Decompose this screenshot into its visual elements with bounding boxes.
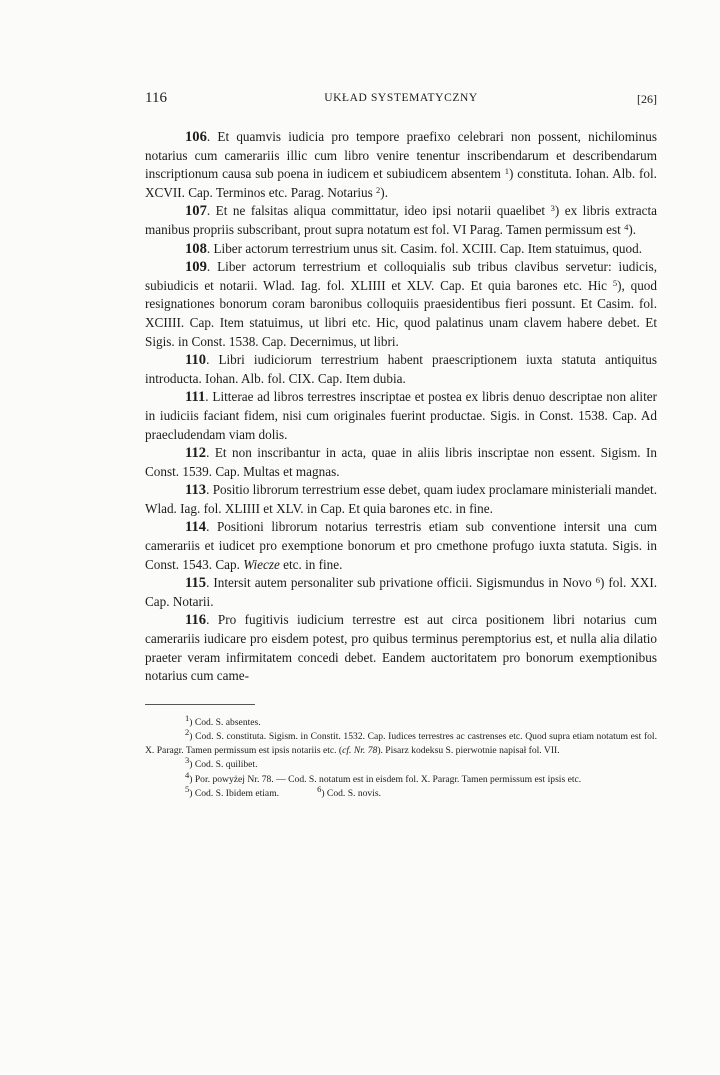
paragraph (145, 388, 657, 444)
paragraph-number: 108 (185, 240, 207, 257)
text-run: etc. in fine. (279, 556, 343, 572)
section-mark: [26] (637, 92, 657, 106)
text-run: . Et ne falsitas aliqua committatur, ideo ipsi notarii quaelibet (206, 203, 551, 219)
running-header (145, 90, 657, 112)
text-run: ) fol. XXI. Cap. Notarii. (145, 575, 658, 609)
text-run: ). (628, 221, 637, 237)
paragraph (145, 128, 657, 202)
paragraph (145, 574, 657, 611)
main-text (145, 128, 657, 686)
paragraph (145, 481, 657, 518)
footnote-ref: 2 (376, 184, 381, 195)
text-run: Cod. S. constituta. Sigism. in Constit. 1532. Cap. Iudices terrestres ac castrenses etc. Quod supra etiam notatum est fol. X. Paragr. Tamen permissum est ipsis notariis etc. ( (145, 731, 657, 757)
footnote: $^3$) Cod. S. quilibet. (185, 755, 258, 771)
footnote-mark: 3 (185, 755, 190, 766)
footnote-text: Cod. S. novis. (324, 787, 382, 799)
footnote-ref: 1 (504, 166, 510, 177)
footnote-text: Cod. S. Ibidem etiam. (192, 787, 280, 799)
running-title: UKŁAD SYSTEMATYCZNY (324, 92, 478, 104)
text-run: Por. powyżej Nr. 78. — Cod. S. notatum est in eisdem fol. X. Paragr. Tamen permissum est ipsis etc. (192, 773, 582, 785)
paragraph-number: 114 (185, 519, 207, 536)
footnote-ref: 4 (624, 221, 629, 232)
footnote-pair: $^5$) Cod. S. Ibidem etiam. $^6$) Cod. S. novis. (185, 783, 382, 799)
footnote-mark: 2 (185, 727, 190, 738)
text-run: . Litterae ad libros terrestres inscriptae et postea ex libris denuo descriptae non aliter in iudiciis faciant fidem, nisi cum originales fuerint productae. Sigis. in Const. 1538. Cap. Ad praecludendam viam dolis. (145, 389, 657, 442)
page-number: 116 (145, 90, 167, 106)
paragraph-number: 115 (185, 575, 207, 592)
paragraph-number: 109 (185, 259, 207, 276)
text-run: Cod. S. quilibet. (192, 759, 258, 771)
text-run: . Et non inscribantur in acta, quae in aliis libris inscriptae non essent. Sigism. In Const. 1539. Cap. Multas et magnas. (145, 445, 657, 479)
footnote: $^1$) Cod. S. absentes. (185, 712, 261, 728)
paragraph (145, 518, 657, 574)
text-run: . Et quamvis iudicia pro tempore praefixo celebrari non possent, nichilominus notarius cum camerariis illic cum libro venire tenentur inscribendarum et describendarum inscriptionum causa sub poena in iudicem et subiudicem absentem (145, 129, 657, 182)
paragraph-number: 107 (185, 203, 207, 220)
text-run: ). (380, 184, 388, 200)
text-run: . Intersit autem personaliter sub privatione officii. Sigismundus in Novo (206, 575, 596, 591)
paragraph (145, 611, 657, 685)
paragraph-number: 110 (185, 352, 207, 369)
footnote-mark: 6 (317, 783, 322, 794)
footnote-mark: 4 (185, 769, 190, 780)
italic-run: Wiecze (243, 556, 280, 572)
paragraph (145, 258, 657, 351)
footnote-rule (145, 704, 255, 705)
text-run: ) ex libris extracta manibus propriis subscribant, prout supra notatum est fol. VI Parag. Tamen permissum est (145, 203, 657, 237)
italic-run: cf. Nr. 78 (342, 745, 378, 757)
footnotes (145, 712, 657, 801)
paragraph-number: 116 (185, 612, 207, 629)
paragraph (145, 444, 657, 481)
paragraph-number: 113 (185, 482, 207, 499)
page (145, 90, 657, 801)
paragraph-number: 112 (185, 445, 207, 462)
footnote: $^2$) Cod. S. constituta. Sigism. in Constit. 1532. Cap. Iudices terrestres ac castrenses etc. Quod supra etiam notatum est fol. X. Paragr. Tamen permissum est ipsis notariis etc. (cf. Nr. 78). Pisarz kodeksu S. pierwotnie napisał fol. VII. (145, 727, 657, 757)
paragraph (145, 202, 657, 239)
paragraph-number: 106 (185, 129, 207, 145)
footnote-ref: 6 (595, 575, 600, 586)
paragraph (145, 240, 657, 259)
text-run: ). Pisarz kodeksu S. pierwotnie napisał fol. VII. (377, 745, 560, 757)
paragraph (145, 351, 657, 388)
text-run: . Positio librorum terrestrium esse debet, quam iudex proclamare ministeriali mandet. Wlad. Iag. fol. XLIIII et XLV. in Cap. Et quia barones etc. in fine. (145, 482, 657, 516)
text-run: . Libri iudiciorum terrestrium habent praescriptionem iuxta statuta antiquitus introducta. Iohan. Alb. fol. CIX. Cap. Item dubia. (145, 352, 657, 386)
text-run: . Pro fugitivis iudicium terrestre est aut circa positionem libri notarius cum camerariis iudicare pro eisdem potest, pro quibus terminus peremptorius est, et nulla alia dilatio praeter veram infirmitatem concedi debet. Eandem auctoritatem pro bonorum exemptionibus notarius cum came- (145, 612, 657, 684)
text-run: . Positioni librorum notarius terrestris etiam sub conventione intersit una cum camerariis et iudicet pro exemptione bonorum et pro cmethone profugo iuxta statuta. Sigis. in Const. 1543. Cap. (145, 519, 657, 572)
footnote-ref: 3 (550, 203, 555, 214)
paragraph-number: 111 (185, 389, 206, 406)
footnote-mark: 5 (185, 783, 190, 794)
footnote: $^4$) Por. powyżej Nr. 78. — Cod. S. notatum est in eisdem fol. X. Paragr. Tamen permissum est ipsis etc. (185, 769, 582, 785)
text-run: . Liber actorum terrestrium unus sit. Casim. fol. XCIII. Cap. Item statuimus, quod. (206, 240, 643, 256)
footnote-mark: 1 (185, 712, 190, 723)
footnote-ref: 5 (612, 277, 618, 288)
text-run: ) constituta. Iohan. Alb. fol. XCVII. Cap. Terminos etc. Parag. Notarius (145, 166, 657, 200)
text-run: ), quod resignationes bonorum coram baronibus colloquiis praesidentibus fieri possunt. Et Casim. fol. XCIIII. Cap. Item statuimus, ut libri etc. Hic, quod palatinus unam clavem habere debet. Et Sigis. in Const. 1538. Cap. Decernimus, ut libri. (145, 277, 657, 349)
text-run: . Liber actorum terrestrium et colloquialis sub tribus clavibus servetur: iudicis, subiudicis et notarii. Wlad. Iag. fol. XLIIII et XLV. Cap. Et quia barones etc. Hic (145, 259, 657, 293)
text-run: Cod. S. absentes. (192, 716, 261, 728)
